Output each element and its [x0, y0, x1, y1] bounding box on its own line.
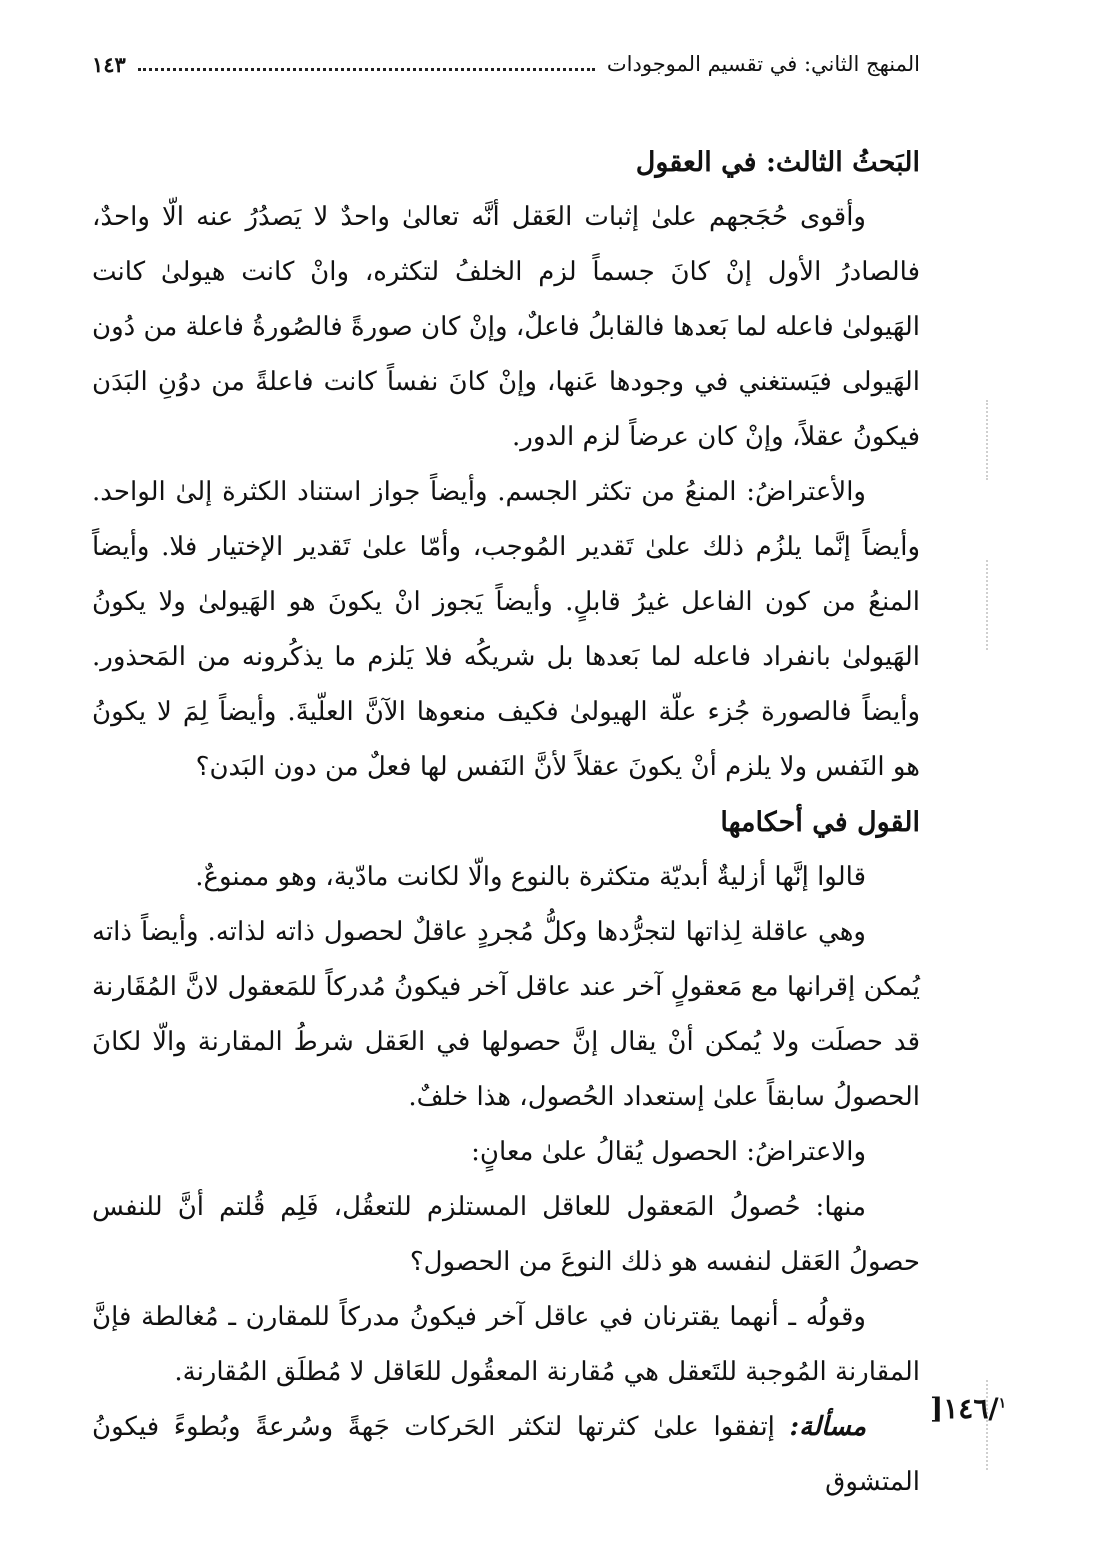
scan-margin-mark [986, 560, 988, 650]
paragraph: منها: حُصولُ المَعقول للعاقل المستلزم للتعقُل، فَلِم قُلتم أنَّ للنفس حصولُ العَقل لنفسه هو ذلك النوعَ من الحصول؟ [92, 1192, 920, 1277]
paragraph: وأقوى حُجَجهم علىٰ إثبات العَقل أنَّه تعالىٰ واحدٌ لا يَصدُرُ عنه الّا واحدٌ، فالصادرُ الأول إنْ كانَ جسماً لزم الخلفُ لتكثره، وانْ كانت هيولىٰ كانت الهَيولىٰ فاعله لما بَعدها فالقابلُ فاعلٌ، وإنْ كان صورةً فالصُورةُ فاعلة من دُون الهَيولى فيَستغني في وجودها عَنها، وإنْ كانَ نفساً كانت فاعلةً من دوُنِ البَدَن فيكونُ عقلاً، وإنْ كان عرضاً لزم الدور. [92, 202, 920, 452]
page-body [92, 135, 920, 1510]
paragraph: والأعتراضُ: المنعُ من تكثر الجسم. وأيضاً جواز استناد الكثرة إلىٰ الواحد. وأيضاً إنَّما يلزُم ذلك علىٰ تَقدير المُوجب، وأمّا علىٰ تَقدير الإختيار فلا. وأيضاً المنعُ من كون الفاعل غيرُ قابلٍ. وأيضاً يَجوز انْ يكونَ هو الهَيولىٰ ولا يكونُ الهَيولىٰ بانفراد فاعله لما بَعدها بل شريكُه فلا يَلزم ما يذكُرونه من المَحذور. وأيضاً فالصورة جُزء علّة الهيولىٰ فكيف منعوها الآنَّ العلّيةَ. وأيضاً لِمَ لا يكونُ هو النَفس ولا يلزم أنْ يكونَ عقلاً لأنَّ النَفس لها فعلٌ من دون البَدن؟ [92, 477, 920, 782]
ref-number: ١٤٦ [943, 1392, 989, 1425]
paragraph: وهي عاقلة لِذاتها لتجرُّدها وكلُّ مُجردٍ عاقلٌ لحصول ذاته لذاته. وأيضاً ذاته يُمكن إقرانها مع مَعقولٍ آخر عند عاقل آخر فيكونُ مُدركاً للمَعقول لانَّ المُقَارنة قد حصلَت ولا يُمكن أنْ يقال إنَّ حصولها في العَقل شرطُ المقارنة والّا لكانَ الحصولُ سابقاً علىٰ إستعداد الحُصول، هذا خلفٌ. [92, 917, 920, 1112]
subheading: القول في أحكامها [720, 807, 920, 838]
running-header [92, 44, 920, 84]
section-heading: البَحثُ الثالث: في العقول [635, 147, 920, 178]
ref-volume: ١ [998, 1395, 1007, 1412]
ref-slash: / [988, 1392, 999, 1425]
masala-label: مسألة: [789, 1412, 867, 1442]
header-title: المنهج الثاني: في تقسيم الموجودات [606, 52, 920, 76]
ref-bracket-close: ] [930, 1392, 944, 1425]
paragraph: والاعتراضُ: الحصول يُقالُ علىٰ معانٍ: [471, 1137, 866, 1167]
margin-page-reference [930, 1392, 1006, 1425]
masala-text: إتفقوا علىٰ كثرتها لتكثر الحَركات جَهةً وسُرعةً وبُطوءً فيكونُ المتشوق [92, 1412, 920, 1497]
paragraph-masala [92, 1400, 920, 1510]
scan-margin-mark [986, 400, 988, 480]
page-number: ١٤٣ [92, 51, 126, 77]
paragraph: وقولُه ـ أنهما يقترنان في عاقل آخر فيكونُ مدركاً للمقارن ـ مُغالطة فإنَّ المقارنة المُوجبة للتَعقل هي مُقارنة المعقُول للعَاقل لا مُطلَق المُقارنة. [92, 1302, 920, 1387]
header-leader-dots [138, 68, 595, 71]
paragraph: قالوا إنَّها أزليةٌ أبديّة متكثرة بالنوع والّا لكانت مادّية، وهو ممنوعٌ. [195, 862, 866, 892]
